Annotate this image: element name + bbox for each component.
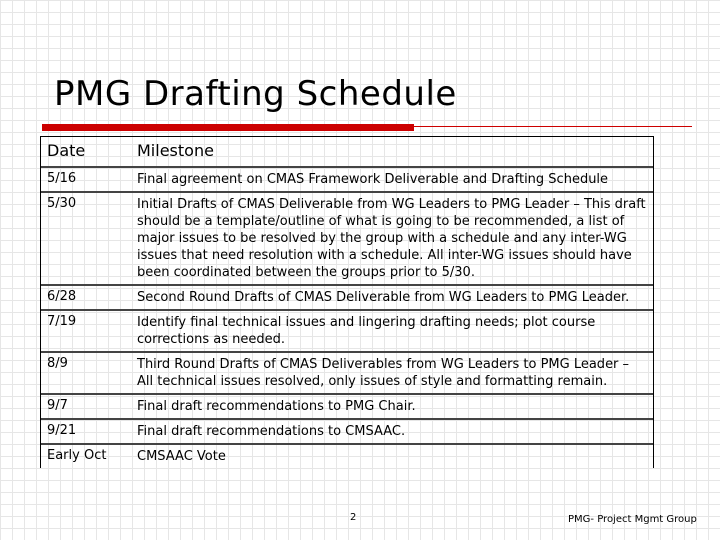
footer-group-name: PMG- Project Mgmt Group — [568, 514, 697, 525]
header-milestone: Milestone — [137, 141, 214, 160]
row-date: 7/19 — [47, 314, 77, 329]
slide-title: PMG Drafting Schedule — [54, 74, 457, 114]
row-milestone: Final agreement on CMAS Framework Deliverable and Drafting Schedule — [137, 172, 609, 187]
page-number: 2 — [350, 512, 357, 523]
row-milestone: Second Round Drafts of CMAS Deliverable from WG Leaders to PMG Leader. — [137, 290, 630, 305]
row-milestone: Identify final technical issues and lingering drafting needs; plot course corrections as needed. — [137, 315, 596, 347]
row-date: 8/9 — [47, 356, 68, 371]
table-row — [41, 420, 653, 445]
row-date: Early Oct — [47, 448, 107, 463]
row-date: 9/21 — [47, 423, 77, 438]
row-milestone: CMSAAC Vote — [137, 449, 226, 464]
table-row — [41, 353, 653, 395]
table-row — [41, 311, 653, 353]
table-row — [41, 445, 653, 468]
table-row — [41, 193, 653, 286]
title-underline — [42, 124, 414, 131]
row-date: 6/28 — [47, 289, 77, 304]
row-date: 9/7 — [47, 398, 68, 413]
row-date: 5/16 — [47, 171, 77, 186]
row-milestone: Final draft recommendations to CMSAAC. — [137, 424, 406, 439]
row-milestone: Final draft recommendations to PMG Chair. — [137, 399, 416, 414]
table-row — [41, 395, 653, 420]
table-header-row — [41, 137, 653, 168]
header-date: Date — [47, 141, 86, 160]
table-row — [41, 286, 653, 311]
schedule-table — [40, 136, 654, 468]
row-milestone: Third Round Drafts of CMAS Deliverables from WG Leaders to PMG Leader – All technical issues resolved, only issues of style and formatting remain. — [137, 357, 630, 389]
title-underline-thin — [414, 126, 692, 127]
row-date: 5/30 — [47, 196, 77, 211]
table-row — [41, 168, 653, 193]
row-milestone: Initial Drafts of CMAS Deliverable from WG Leaders to PMG Leader – This draft should be a template/outline of what is going to be recommended, a list of major issues to be resolved by the group with a schedule and any inter-WG issues that need resolution with a schedule. All inter-WG issues should have been coordinated between the groups prior to 5/30. — [137, 197, 646, 280]
